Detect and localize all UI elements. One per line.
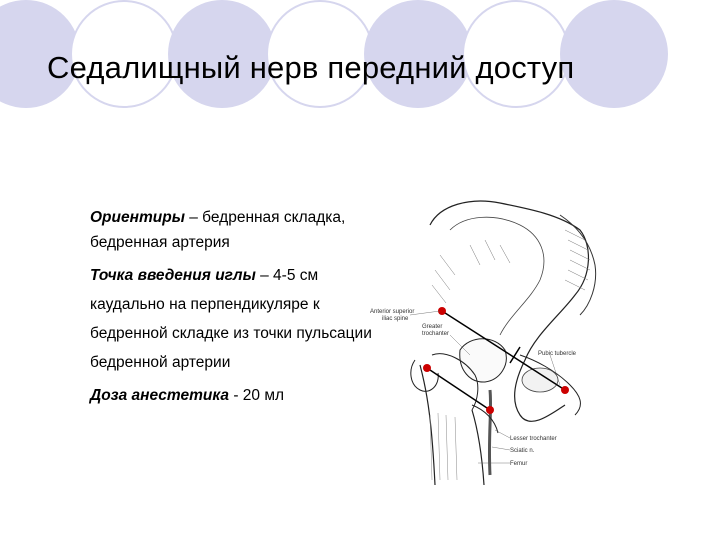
decor-circle [560, 0, 668, 108]
landmarks-label: Ориентиры [90, 209, 185, 226]
landmarks-paragraph [90, 205, 390, 255]
greater-trochanter-label-1: Greater [422, 324, 443, 330]
injection-text: – 4-5 см каудально на перпендикуляре к бедренной складке из точки пульсации бедренной артерии [90, 267, 372, 371]
landmarks-text: – бедренная складка, бедренная артерия [90, 209, 346, 251]
ilium-inner [450, 217, 544, 335]
femur-shaft-left [420, 365, 435, 485]
femur-label: Femur [510, 461, 528, 467]
dose-label: Доза анестетика [90, 387, 230, 404]
hip-anatomy-illustration [360, 185, 610, 485]
pubic-marker [561, 386, 569, 394]
sciatic-nerve-label: Sciatic n. [510, 448, 535, 454]
femur-shaft-right [472, 410, 484, 485]
greater-trochanter-label-2: trochanter [422, 331, 450, 337]
asis-label-1: Anterior superior [370, 309, 415, 315]
lesser-trochanter-label: Lesser trochanter [510, 436, 557, 442]
slide-title: Седалищный нерв передний доступ [47, 50, 575, 85]
injection-label: Точка введения иглы [90, 267, 256, 284]
dose-paragraph [90, 383, 390, 408]
hatching [432, 230, 590, 303]
greater-trochanter-marker [423, 364, 431, 372]
dose-text: - 20 мл [229, 387, 285, 404]
injection-paragraph [90, 261, 390, 377]
femur-head [460, 339, 507, 382]
pubic-tubercle-label: Pubic tubercle [538, 351, 577, 357]
obturator-foramen [522, 368, 558, 392]
sciatic-nerve [489, 390, 490, 475]
lesser-trochanter [472, 405, 498, 433]
injection-point-marker [486, 406, 494, 414]
asis-label-2: iliac spine [382, 316, 409, 322]
slide-body [90, 205, 390, 414]
